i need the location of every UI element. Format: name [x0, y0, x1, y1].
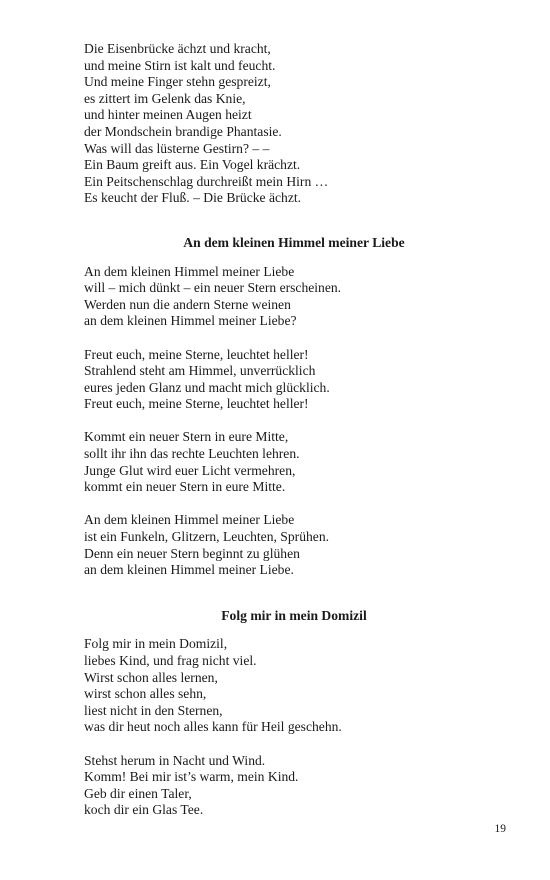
poem-title: An dem kleinen Himmel meiner Liebe — [183, 234, 405, 250]
verse-line: liebes Kind, und frag nicht viel. — [84, 653, 257, 668]
stanza-break — [84, 413, 504, 430]
poem-continuation — [84, 41, 504, 207]
verse-line: und hinter meinen Augen heizt — [84, 107, 252, 123]
verse-line: sollt ihr ihn das rechte Leuchten lehren. — [84, 446, 300, 462]
stanza — [84, 264, 504, 330]
verse-line: liest nicht in den Sternen, — [84, 702, 223, 718]
verse-line: ist ein Funkeln, Glitzern, Leuchten, Sprühen. — [84, 529, 330, 545]
verse-line: Freut euch, meine Sterne, leuchtet heller! — [84, 346, 309, 362]
verse-line: Es keucht der Fluß. – Die Brücke ächzt. — [84, 190, 302, 206]
verse-line: Denn ein neuer Stern beginnt zu glühen — [84, 545, 300, 561]
verse-line: Komm! Bei mir ist’s warm, mein Kind. — [84, 769, 299, 785]
verse-line: und meine Stirn ist kalt und feucht. — [84, 57, 276, 73]
verse-line: Und meine Finger stehn gespreizt, — [84, 74, 271, 90]
verse-line: Geb dir einen Taler, — [84, 785, 192, 801]
verse-line: was dir heut noch alles kann für Heil geschehn. — [84, 719, 342, 735]
verse-line: an dem kleinen Himmel meiner Liebe. — [84, 562, 294, 578]
stanza — [84, 41, 504, 207]
page-content — [84, 41, 504, 819]
verse-line: Was will das lüsterne Gestirn? – – — [84, 140, 270, 156]
verse-line: Wirst schon alles lernen, — [84, 669, 218, 685]
page-number: 19 — [494, 823, 506, 835]
verse-line: der Mondschein brandige Phantasie. — [84, 123, 282, 139]
verse-line: An dem kleinen Himmel meiner Liebe — [84, 512, 295, 528]
stanza-break — [84, 736, 504, 753]
verse-line: an dem kleinen Himmel meiner Liebe? — [84, 313, 297, 329]
stanza — [84, 512, 504, 578]
verse-line: Freut euch, meine Sterne, leuchtet heller! — [84, 396, 309, 412]
verse-line: es zittert im Gelenk das Knie, — [84, 90, 246, 106]
verse-line: Folg mir in mein Domizil, — [84, 636, 228, 652]
verse-line: eures jeden Glanz und macht mich glücklich. — [84, 379, 330, 395]
verse-line: Die Eisenbrücke ächzt und kracht, — [84, 41, 271, 56]
stanza — [84, 429, 504, 495]
verse-line: An dem kleinen Himmel meiner Liebe — [84, 263, 295, 279]
verse-line: koch dir ein Glas Tee. — [84, 802, 204, 818]
verse-line: Kommt ein neuer Stern in eure Mitte, — [84, 429, 289, 445]
verse-line: Stehst herum in Nacht und Wind. — [84, 752, 266, 768]
verse-line: Ein Peitschenschlag durchreißt mein Hirn … — [84, 173, 329, 189]
stanza-break — [84, 330, 504, 347]
verse-line: Junge Glut wird euer Licht vermehren, — [84, 462, 296, 478]
verse-line: wirst schon alles sehn, — [84, 686, 207, 702]
poem-folg-mir-in-mein-domizil — [84, 608, 504, 819]
stanza — [84, 347, 504, 413]
stanza — [84, 636, 504, 736]
poem-title: Folg mir in mein Domizil — [221, 607, 367, 623]
verse-line: will – mich dünkt – ein neuer Stern erscheinen. — [84, 280, 342, 296]
verse-line: Strahlend steht am Himmel, unverrücklich — [84, 363, 316, 379]
poem-an-dem-kleinen-himmel — [84, 235, 504, 579]
stanza-break — [84, 496, 504, 513]
stanza — [84, 753, 504, 819]
verse-line: Werden nun die andern Sterne weinen — [84, 296, 291, 312]
verse-line: Ein Baum greift aus. Ein Vogel krächzt. — [84, 157, 301, 173]
verse-line: kommt ein neuer Stern in eure Mitte. — [84, 479, 286, 495]
